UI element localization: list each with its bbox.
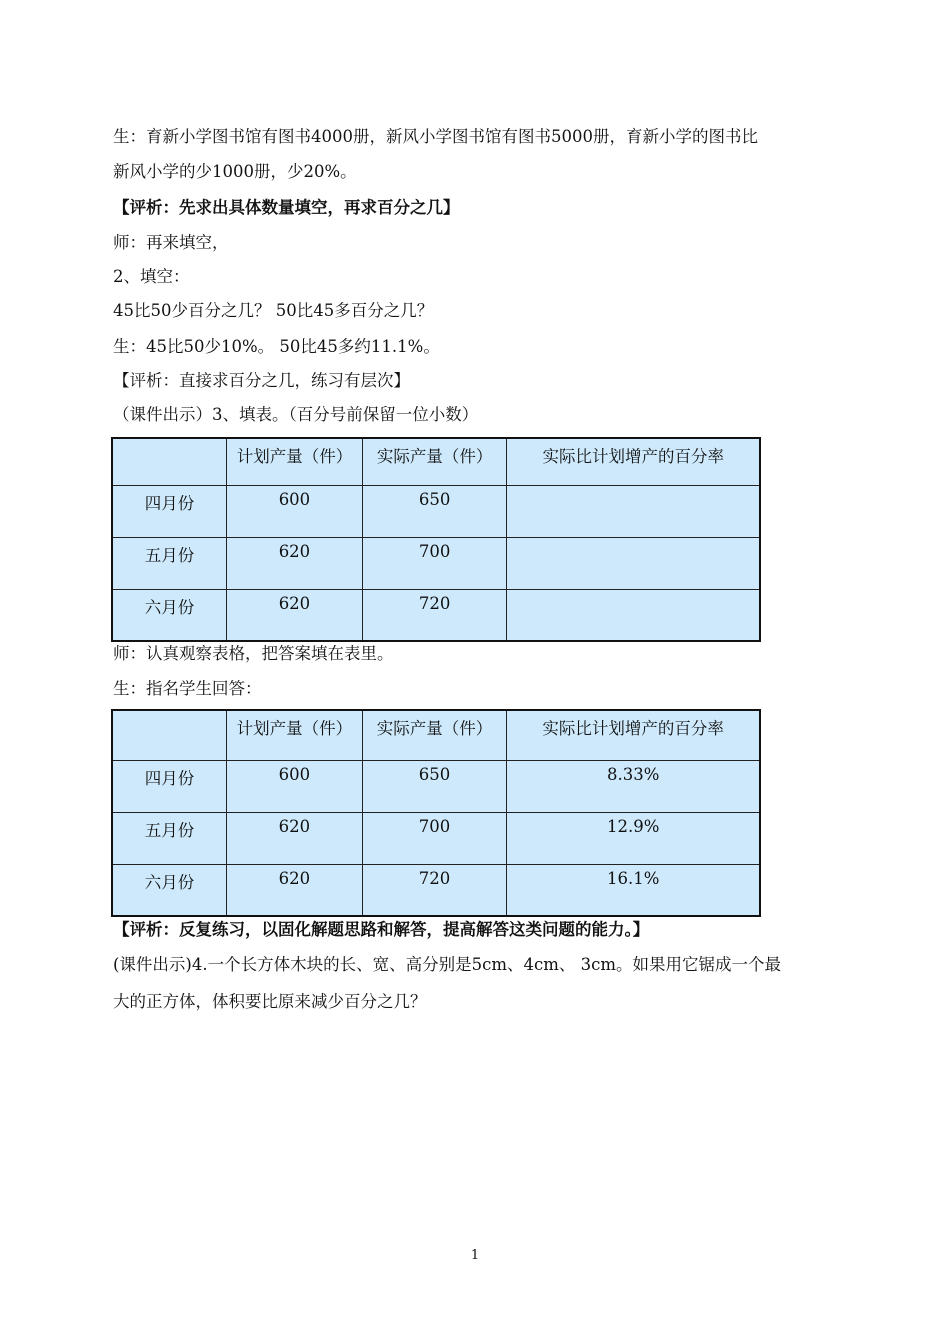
table-cell: 720: [362, 864, 507, 916]
commentary-line: 【评析：直接求百分之几，练习有层次】: [113, 371, 410, 390]
table-cell: 600: [227, 760, 363, 812]
production-table-blank: [111, 437, 761, 642]
commentary-heading: 【评析：先求出具体数量填空，再求百分之几】: [113, 198, 460, 217]
table-header-row: [112, 710, 760, 760]
table-cell: 实际比计划增产的百分率: [507, 710, 760, 760]
table-cell: [112, 438, 227, 485]
table-cell: [112, 710, 227, 760]
paragraph-line: 45比50少百分之几？ 50比45多百分之几？: [113, 301, 434, 320]
table-cell: [507, 537, 760, 589]
table-cell: 实际产量（件）: [362, 438, 507, 485]
paragraph-line: 师：认真观察表格，把答案填在表里。: [113, 644, 394, 663]
table-cell: 12.9%: [507, 812, 760, 864]
table-cell: 700: [362, 812, 507, 864]
table-cell: 四月份: [112, 760, 227, 812]
table-cell: [507, 589, 760, 641]
table-cell: 计划产量（件）: [227, 438, 363, 485]
table-cell: 六月份: [112, 589, 227, 641]
paragraph-line: （课件出示）3、填表。（百分号前保留一位小数）: [113, 405, 479, 424]
table-cell: 实际比计划增产的百分率: [507, 438, 760, 485]
table-header-row: [112, 438, 760, 485]
table-row: [112, 537, 760, 589]
table-cell: 五月份: [112, 812, 227, 864]
table-cell: 五月份: [112, 537, 227, 589]
production-table-answers: [111, 709, 761, 917]
commentary-heading: 【评析：反复练习，以固化解题思路和解答，提高解答这类问题的能力。】: [113, 920, 650, 939]
table-cell: 六月份: [112, 864, 227, 916]
table-row: [112, 760, 760, 812]
table-cell: 620: [227, 812, 363, 864]
page-number: 1: [470, 1248, 480, 1263]
table-cell: 650: [362, 485, 507, 537]
table-row: [112, 589, 760, 641]
table-cell: 16.1%: [507, 864, 760, 916]
paragraph-line: (课件出示)4.一个长方体木块的长、宽、高分别是5cm、4cm、 3cm。如果用它锯成一个最: [113, 955, 782, 974]
table-cell: 700: [362, 537, 507, 589]
paragraph-line: 生：45比50少10%。 50比45多约11.1%。: [113, 337, 440, 356]
table-cell: 620: [227, 864, 363, 916]
paragraph-line: 生：育新小学图书馆有图书4000册，新风小学图书馆有图书5000册，育新小学的图书比: [113, 127, 758, 146]
paragraph-line: 生：指名学生回答：: [113, 679, 262, 698]
table-row: [112, 812, 760, 864]
table-cell: 四月份: [112, 485, 227, 537]
table-cell: 实际产量（件）: [362, 710, 507, 760]
paragraph-line: 新风小学的少1000册，少20%。: [113, 162, 357, 181]
table-cell: 650: [362, 760, 507, 812]
table-cell: 8.33%: [507, 760, 760, 812]
paragraph-line: 师：再来填空，: [113, 233, 229, 252]
table-cell: 720: [362, 589, 507, 641]
paragraph-line: 大的正方体，体积要比原来减少百分之几？: [113, 992, 427, 1011]
table-cell: 620: [227, 537, 363, 589]
table-cell: 620: [227, 589, 363, 641]
table-cell: 计划产量（件）: [227, 710, 363, 760]
table-cell: 600: [227, 485, 363, 537]
paragraph-line: 2、填空：: [113, 267, 190, 286]
table-row: [112, 864, 760, 916]
table-row: [112, 485, 760, 537]
table-cell: [507, 485, 760, 537]
